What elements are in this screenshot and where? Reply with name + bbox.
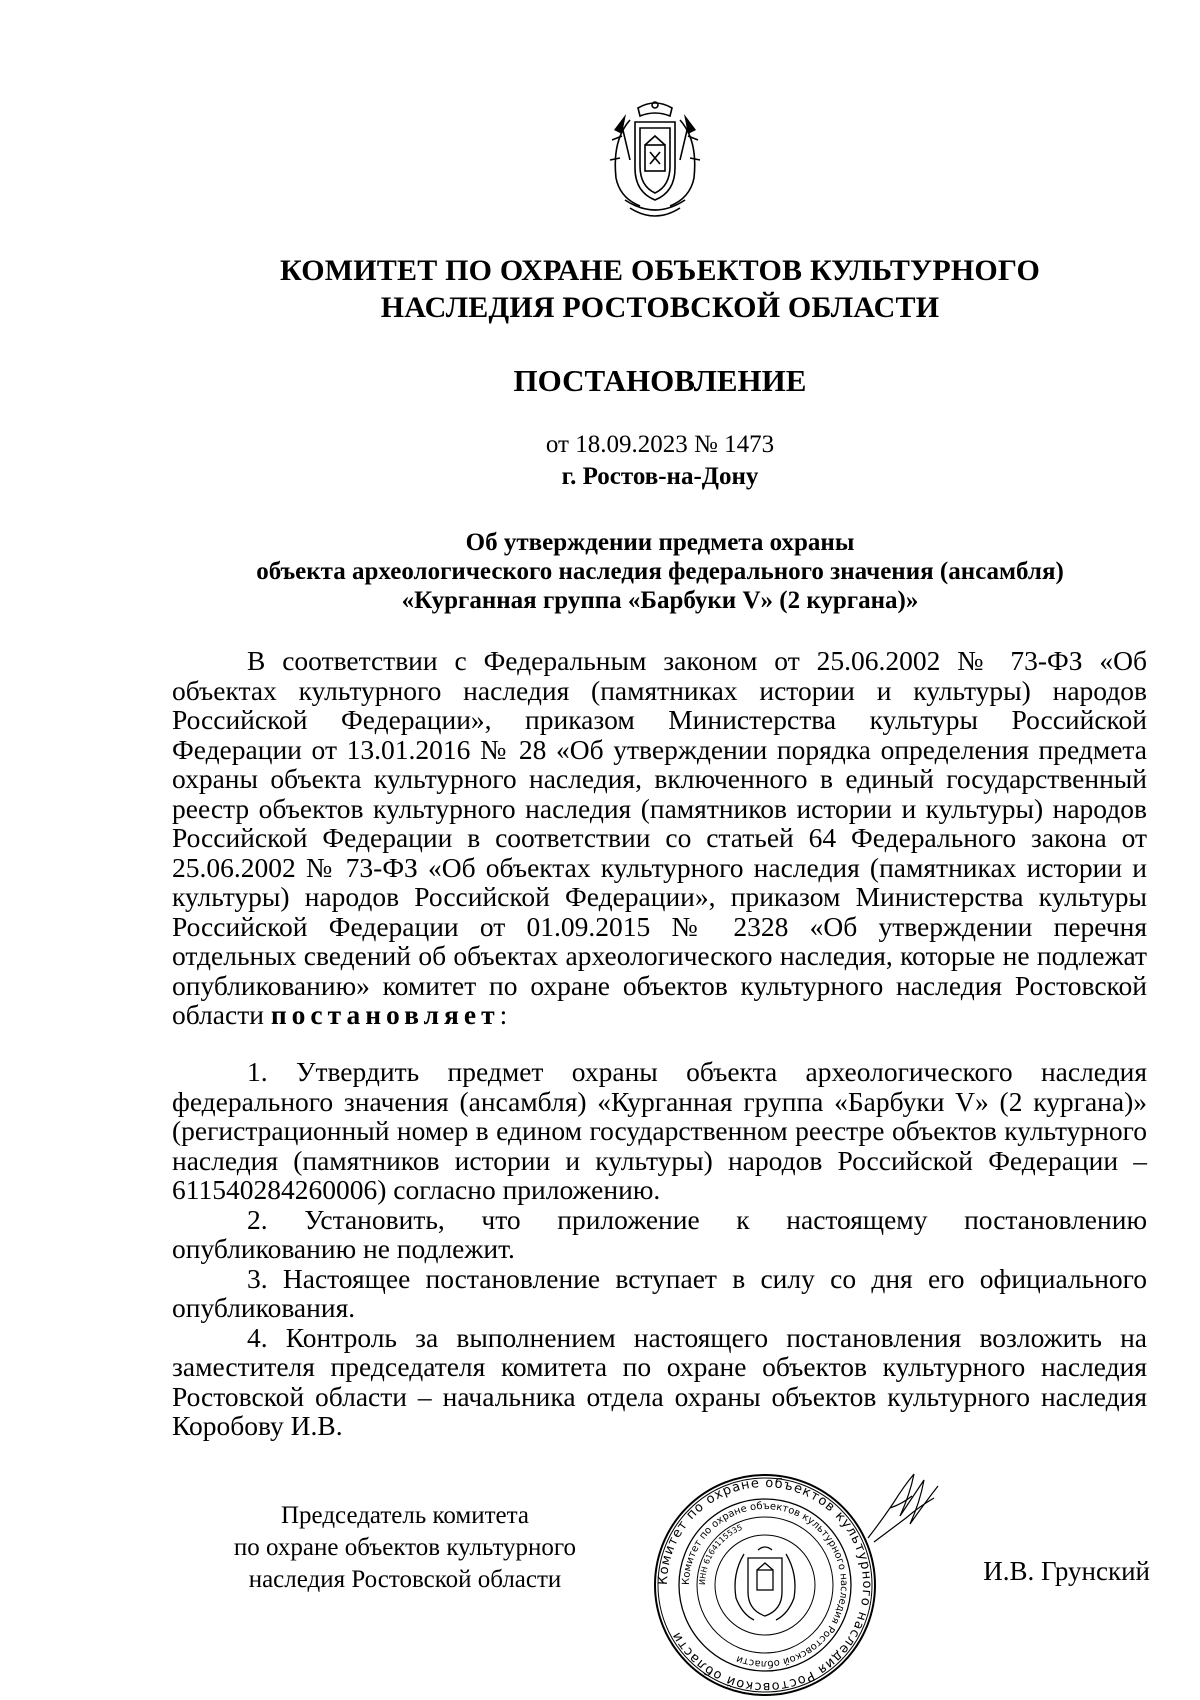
signatory-position-line-3: наследия Ростовской области [248,1566,562,1593]
stamp-inner-text: Комитет по охране объектов культурного наследия Ростовской области [680,1500,850,1670]
issuing-authority [130,252,1190,326]
preamble-paragraph [172,646,1147,1030]
signatory-name: И.В. Грунский [983,1556,1150,1586]
resolution-item-1: 1. Утвердить предмет охраны объекта археологического наследия федерального значения (ансамбля) «Курганная группа «Барбуки V» (2 кургана)» (регистрационный номер в едином государственном реестре объектов культурного наследия (памятников истории и культуры) народов Российской Федерации – 611540284260006) согласно приложению. [172,1056,1147,1205]
document-type: ПОСТАНОВЛЕНИЕ [513,363,807,398]
preamble-tail: : [499,999,508,1030]
signatory-position-line-1: Председатель комитета [281,1502,529,1529]
stamp-outer-text: Комитет по охране объектов культурного наследия Ростовской области [655,1475,875,1695]
document-subject [150,528,1170,615]
subject-line-1: Об утверждении предмета охраны [465,529,855,556]
coat-of-arms-emblem [600,100,710,220]
resolution-item-2: 2. Установить, что приложение к настоящему постановлению опубликованию не подлежит. [172,1203,1147,1264]
signatory-position-line-2: по охране объектов культурного [233,1534,577,1561]
subject-line-2: объекта археологического наследия федерального значения (ансамбля) [256,558,1064,585]
issuing-authority-line-2: НАСЛЕДИЯ РОСТОВСКОЙ ОБЛАСТИ [380,291,940,324]
stamp-inn-text: ИНН 6164115535 [697,1522,744,1586]
document-date-number: от 18.09.2023 № 1473 [545,431,775,458]
preamble-text: В соответствии с Федеральным законом от 25.06.2002 № 73-ФЗ «Об объектах культурного наследия (памятниках истории и культуры) народов Российской Федерации», приказом Министерства культуры Российской Федерации от 13.01.2016 № 28 «Об утверждении порядка определения предмета охраны объекта культурного наследия, включенного в единый государственный реестр объектов культурного наследия (памятников истории и культуры) народов Российской Федерации в соответствии со статьей 64 Федерального закона от 25.06.2002 № 73-ФЗ «Об объектах культурного наследия (памятниках истории и культуры) народов Российской Федерации», приказом Министерства культуры Российской Федерации от 01.09.2015 № 2328 «Об утверждении перечня отдельных сведений об объектах археологического наследия, которые не подлежат опубликованию» комитет по охране объектов культурного наследия Ростовской области [172,645,1147,1030]
resolves-word: постановляет [270,999,500,1030]
signatory-position [190,1500,620,1596]
issuing-authority-line-1: КОМИТЕТ ПО ОХРАНЕ ОБЪЕКТОВ КУЛЬТУРНОГО [280,254,1040,287]
subject-line-3: «Курганная группа «Барбуки V» (2 кургана)» [401,587,919,614]
resolution-item-4: 4. Контроль за выполнением настоящего постановления возложить на заместителя председателя комитета по охране объектов культурного наследия Ростовской области – начальника отдела охраны объектов культурного наследия Коробову И.В. [172,1321,1147,1441]
official-stamp [650,1470,880,1700]
handwritten-signature [860,1460,950,1550]
resolution-item-3: 3. Настоящее постановление вступает в силу со дня его официального опубликования. [172,1262,1147,1323]
resolution-items [172,1057,1147,1441]
document-city: г. Ростов-на-Дону [561,463,759,490]
